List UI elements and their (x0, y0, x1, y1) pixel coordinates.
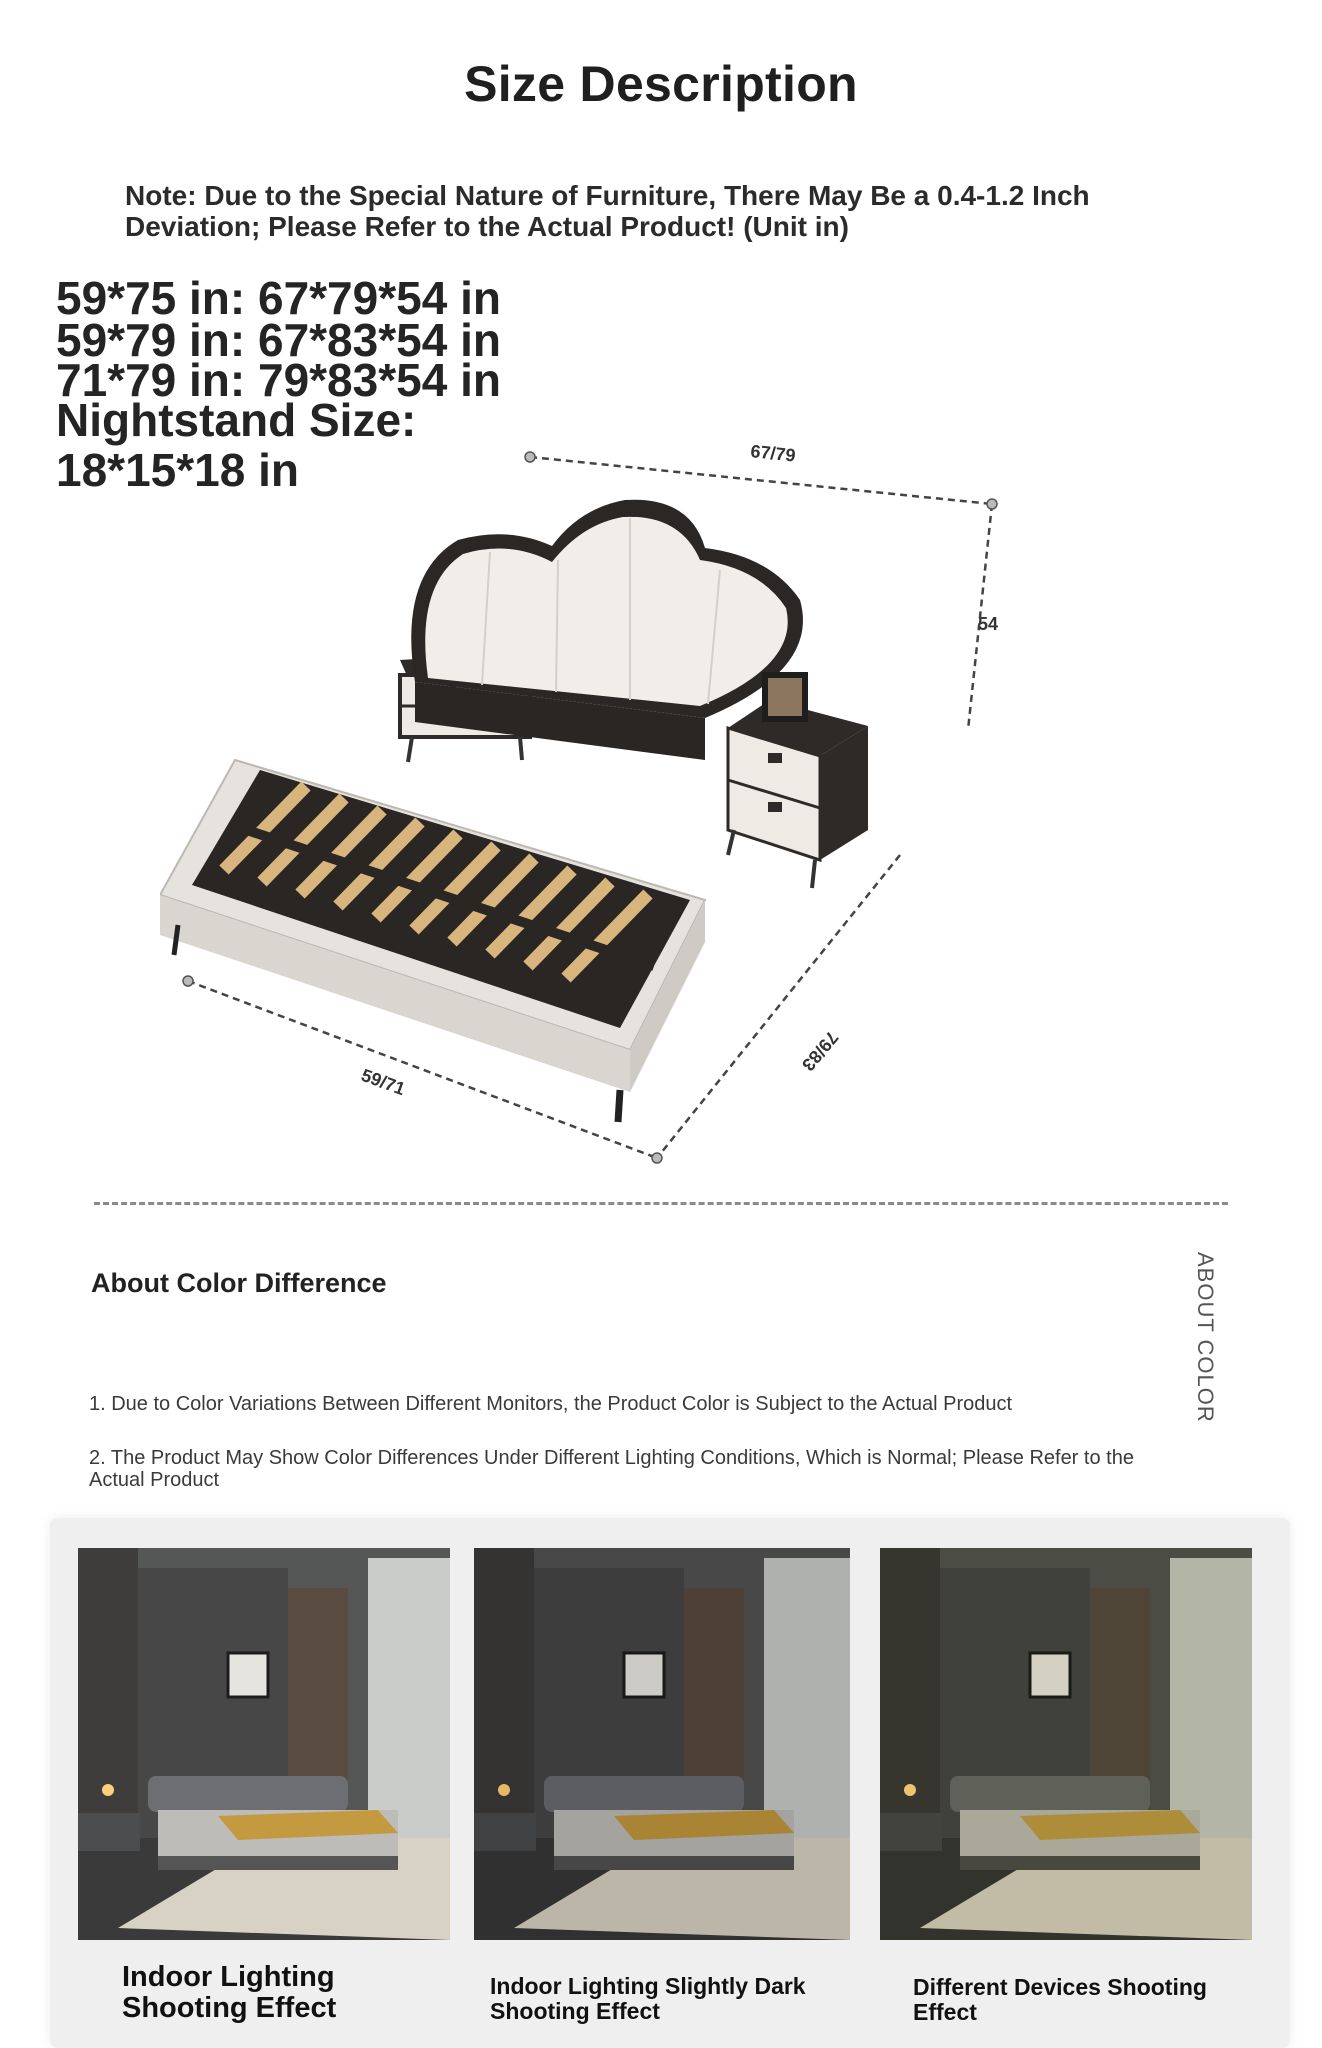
bed-dimension-diagram (160, 430, 1120, 1180)
right-nightstand-illustration (728, 672, 868, 888)
caption-indoor-lighting: Indoor Lighting Shooting Effect (122, 1961, 337, 2024)
page-title: Size Description (464, 56, 858, 112)
size-line-2: 59*79 in: 67*83*54 in (56, 314, 501, 366)
dim-height-label: 54 (978, 614, 999, 634)
photo-slightly-dark (474, 1548, 850, 1940)
dim-length-label: 79/83 (797, 1027, 843, 1075)
photo-indoor-lighting (78, 1548, 450, 1940)
lighting-comparison-gallery (50, 1518, 1290, 2048)
dim-top-label: 67/79 (749, 441, 797, 466)
color-note-1: 1. Due to Color Variations Between Different Monitors, the Product Color is Subject to the Actual Product (89, 1393, 1013, 1415)
caption-different-devices: Different Devices Shooting Effect (913, 1974, 1207, 2025)
size-line-1: 59*75 in: 67*79*54 in (56, 272, 501, 324)
dim-width-label: 59/71 (358, 1064, 408, 1100)
deviation-note: Note: Due to the Special Nature of Furniture, There May Be a 0.4-1.2 Inch Deviation; Please Refer to the Actual Product! (Unit in) (125, 180, 1090, 242)
section-divider (94, 1202, 1228, 1205)
about-color-vertical-label: ABOUT COLOR (1193, 1252, 1218, 1423)
nightstand-size-value: 18*15*18 in (56, 444, 299, 496)
color-note-2: 2. The Product May Show Color Differences Under Different Lighting Conditions, Which is Normal; Please Refer to the Actual Product (89, 1447, 1134, 1491)
size-line-3: 71*79 in: 79*83*54 in (56, 354, 501, 406)
nightstand-size-label: Nightstand Size: (56, 394, 417, 446)
color-difference-heading: About Color Difference (91, 1268, 387, 1298)
caption-slightly-dark: Indoor Lighting Slightly Dark Shooting Effect (490, 1973, 806, 2024)
photo-different-devices (880, 1548, 1252, 1940)
bed-illustration (160, 760, 705, 1122)
